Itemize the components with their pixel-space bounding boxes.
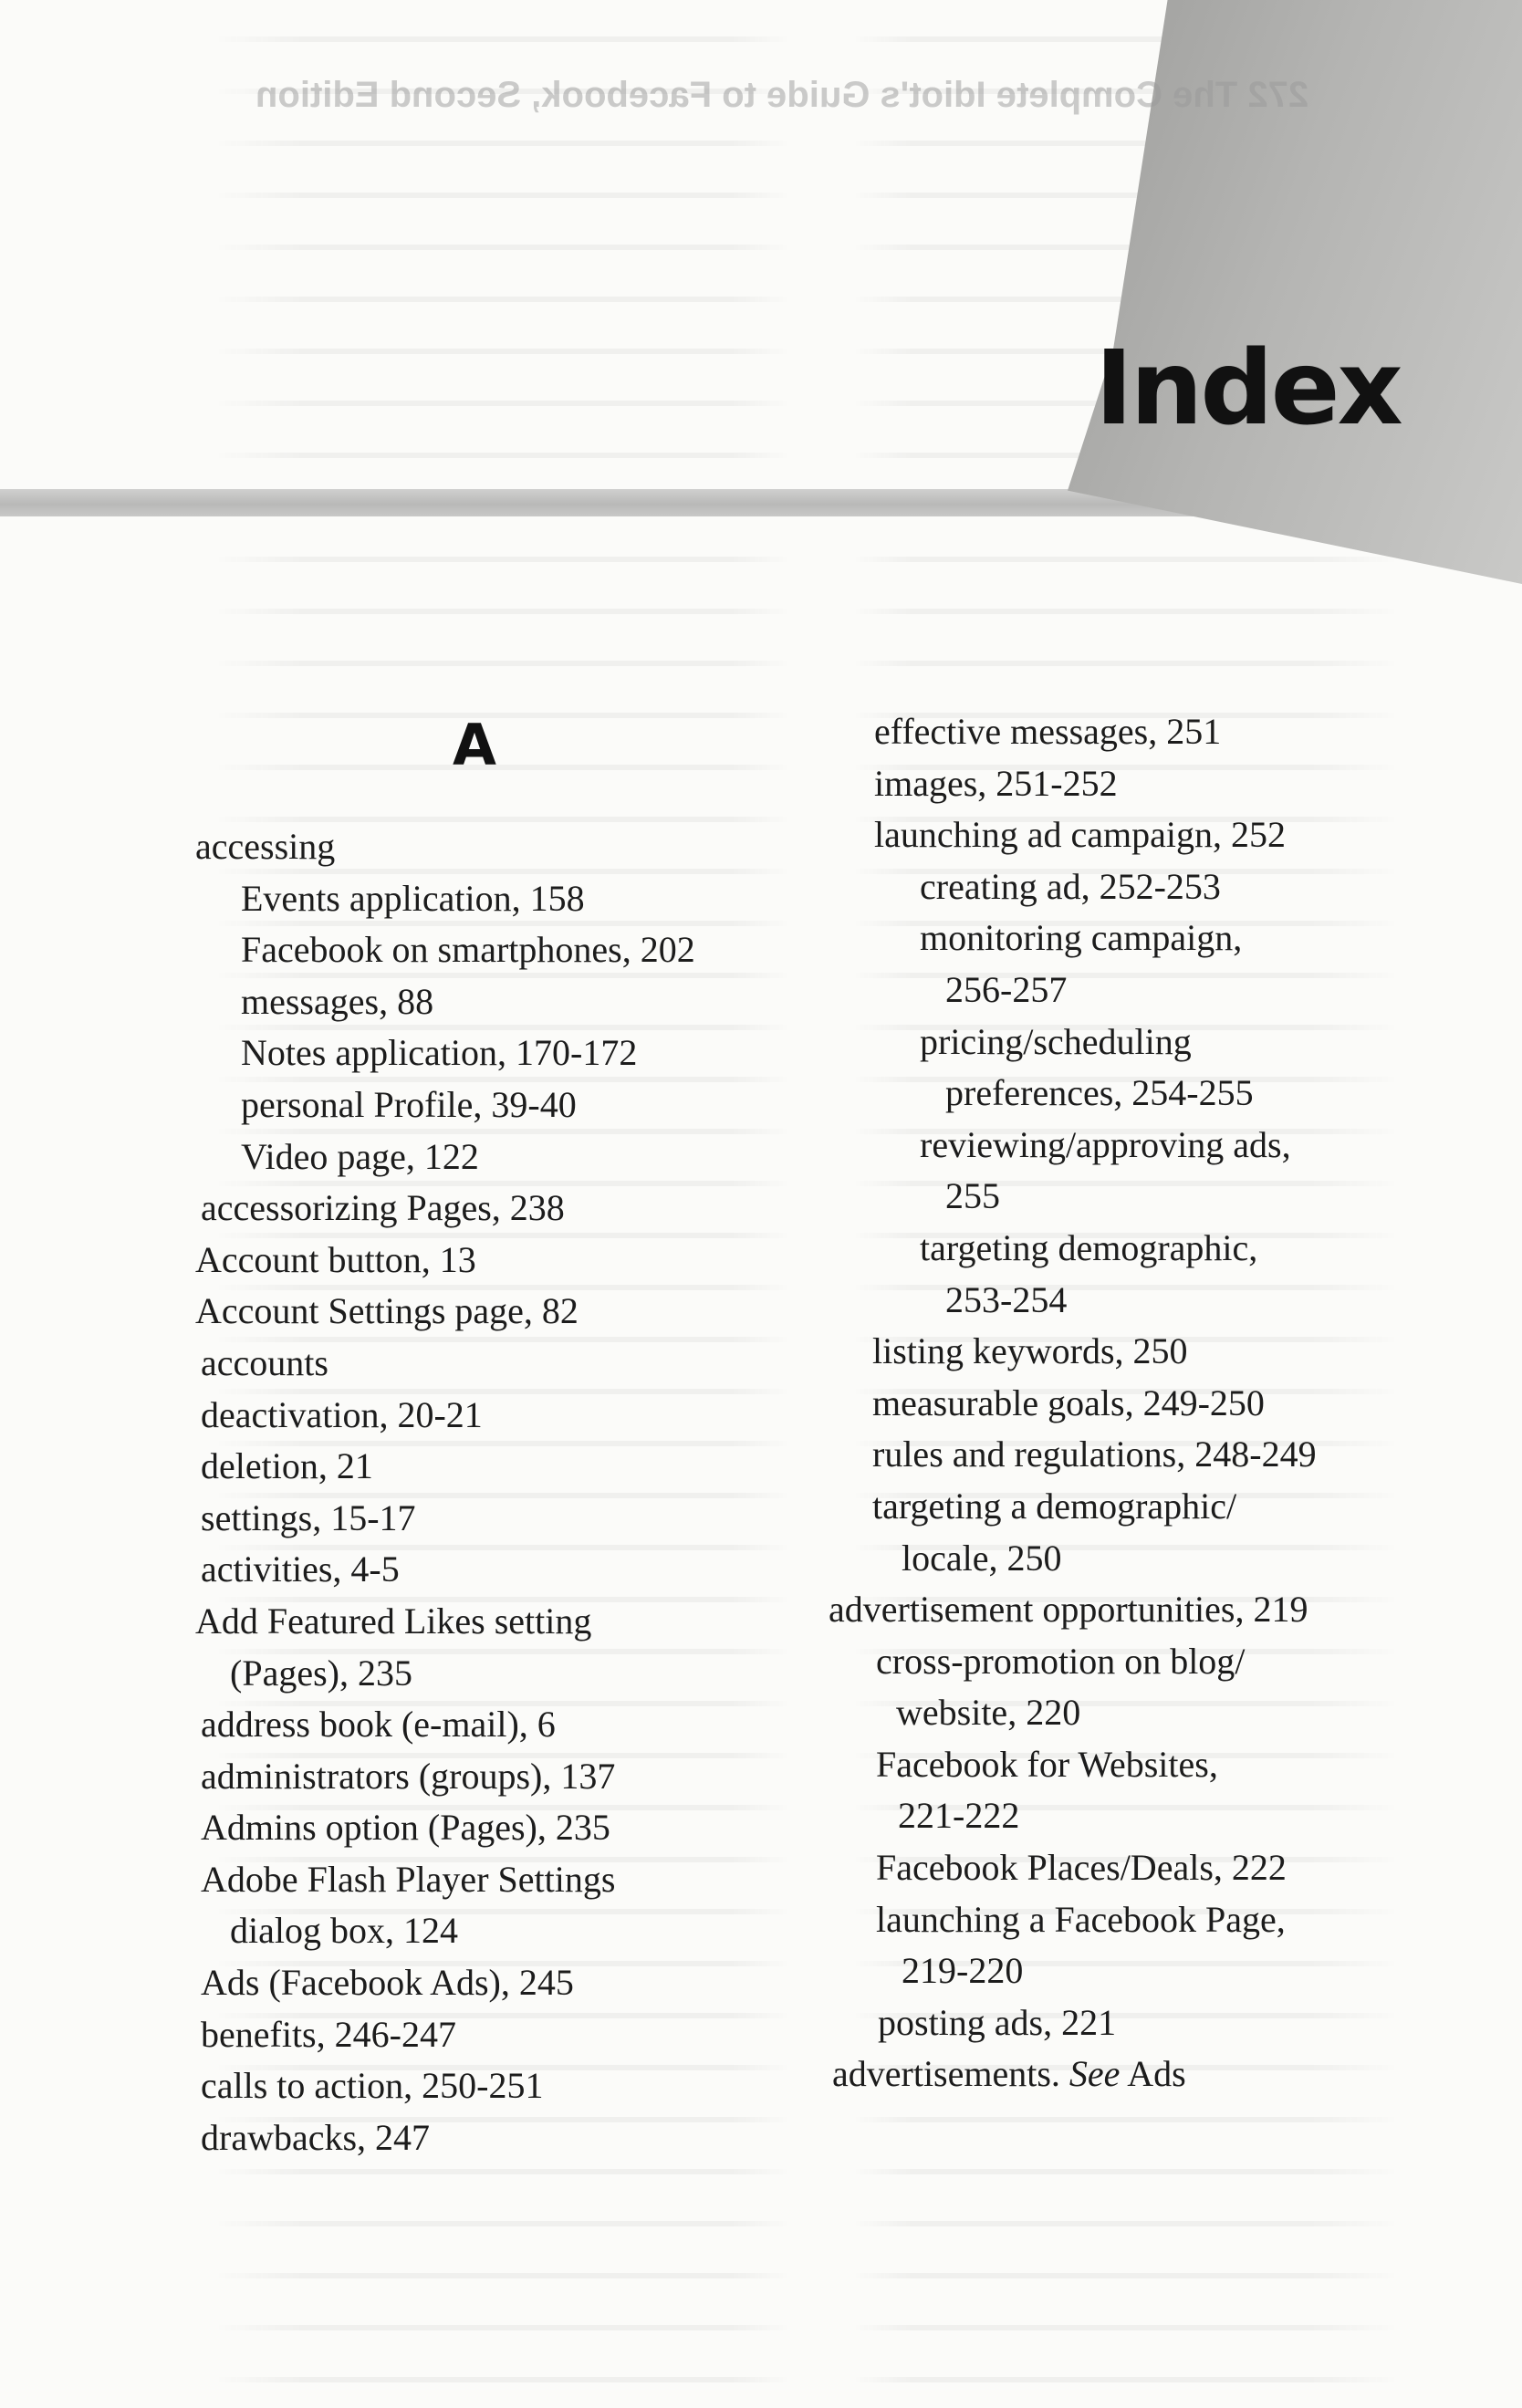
index-entry-continuation: 256-257 (945, 968, 1068, 1010)
index-entry: Admins option (Pages), 235 (201, 1807, 610, 1849)
index-subentry: Facebook Places/Deals, 222 (876, 1847, 1287, 1889)
index-entry: Account button, 13 (195, 1238, 476, 1280)
index-subsubentry: reviewing/approving ads, (920, 1123, 1291, 1165)
index-subentry: cross-promotion on blog/ (876, 1640, 1246, 1682)
index-subentry: calls to action, 250-251 (201, 2065, 544, 2107)
index-entry-continuation: preferences, 254-255 (945, 1072, 1254, 1114)
index-subentry: deactivation, 20-21 (201, 1393, 483, 1435)
index-entry-continuation: locale, 250 (902, 1537, 1062, 1579)
section-letter: A (453, 712, 496, 778)
index-subentry: listing keywords, 250 (872, 1330, 1188, 1372)
index-subsubentry: pricing/scheduling (920, 1020, 1192, 1062)
index-column-left (195, 821, 695, 2163)
index-subentry: launching ad campaign, 252 (874, 814, 1286, 856)
index-entry-continuation: dialog box, 124 (230, 1910, 458, 1952)
index-subsubentry: targeting demographic, (920, 1226, 1258, 1268)
index-entry-term: advertisements. (832, 2053, 1060, 2095)
index-subentry: Facebook on smartphones, 202 (241, 929, 695, 971)
index-entry-continuation: 221-222 (898, 1795, 1020, 1837)
index-subsubentry: creating ad, 252-253 (920, 865, 1221, 907)
index-entry: Adobe Flash Player Settings (201, 1858, 616, 1900)
index-entry: administrators (groups), 137 (201, 1755, 616, 1797)
index-entry: Ads (Facebook Ads), 245 (201, 1962, 574, 2004)
index-subentry: benefits, 246-247 (201, 2013, 456, 2055)
index-entry-continuation: 253-254 (945, 1278, 1068, 1320)
index-entry: Account Settings page, 82 (195, 1290, 579, 1332)
index-subentry: Notes application, 170-172 (241, 1032, 638, 1074)
index-subentry: Facebook for Websites, (876, 1743, 1218, 1785)
see-reference-label: See (1069, 2053, 1121, 2095)
index-column-right (829, 706, 1317, 2100)
index-subentry: personal Profile, 39-40 (241, 1083, 577, 1125)
index-entry: address book (e-mail), 6 (201, 1704, 556, 1746)
index-subentry: Video page, 122 (241, 1135, 479, 1177)
index-subentry: measurable goals, 249-250 (872, 1381, 1265, 1423)
index-subentry: deletion, 21 (201, 1445, 373, 1487)
index-subentry: images, 251-252 (874, 762, 1118, 804)
index-entry: advertisement opportunities, 219 (829, 1589, 1308, 1631)
index-subentry: Events application, 158 (241, 877, 585, 919)
index-subentry: posting ads, 221 (878, 2001, 1117, 2043)
index-entry-cross-reference (829, 2048, 1317, 2100)
see-reference-target: Ads (1127, 2053, 1186, 2095)
index-entry: accessorizing Pages, 238 (201, 1187, 565, 1229)
index-entry: activities, 4-5 (201, 1548, 400, 1590)
index-subentry: targeting a demographic/ (872, 1485, 1237, 1527)
page-title: Index (1095, 329, 1401, 448)
index-entry: accounts (201, 1341, 328, 1383)
index-subentry: effective messages, 251 (874, 711, 1222, 752)
index-entry: Add Featured Likes setting (195, 1600, 592, 1642)
index-subentry: launching a Facebook Page, (876, 1898, 1286, 1940)
index-subentry: settings, 15-17 (201, 1496, 416, 1538)
index-subentry: messages, 88 (241, 980, 434, 1022)
running-head: 272 The Complete Idiot's Guide to Facebook, Second Edition (255, 75, 1309, 115)
index-subentry: rules and regulations, 248-249 (872, 1433, 1317, 1475)
index-entry-continuation: 255 (945, 1175, 1000, 1217)
index-entry-continuation: website, 220 (896, 1692, 1081, 1734)
index-subentry: drawbacks, 247 (201, 2116, 431, 2158)
index-subsubentry: monitoring campaign, (920, 917, 1243, 959)
index-entry-continuation: (Pages), 235 (230, 1652, 412, 1694)
index-entry: accessing (195, 826, 336, 867)
index-entry-continuation: 219-220 (902, 1950, 1024, 1992)
